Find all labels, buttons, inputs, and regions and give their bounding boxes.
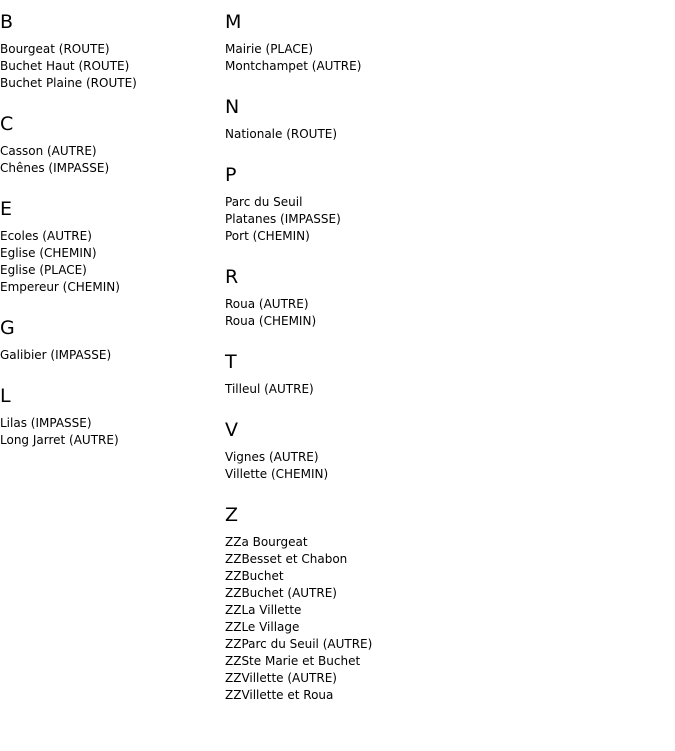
street-list	[0, 228, 225, 296]
letter-heading: P	[225, 164, 237, 186]
street-item: Eglise (CHEMIN)	[0, 246, 97, 260]
street-item: Roua (AUTRE)	[225, 297, 309, 311]
letter-group-n	[225, 96, 665, 143]
letter-group-m	[225, 11, 665, 75]
letter-group-c	[0, 113, 225, 177]
street-item: ZZVillette (AUTRE)	[225, 671, 337, 685]
letter-heading: V	[225, 419, 238, 441]
street-item: Nationale (ROUTE)	[225, 127, 338, 141]
street-item: Tilleul (AUTRE)	[225, 382, 314, 396]
street-index-column-left	[0, 0, 225, 449]
letter-group-z	[225, 504, 665, 704]
street-item: Buchet Haut (ROUTE)	[0, 59, 130, 73]
street-item: Ecoles (AUTRE)	[0, 229, 92, 243]
letter-group-b	[0, 11, 225, 92]
street-item: Vignes (AUTRE)	[225, 450, 319, 464]
street-item: ZZSte Marie et Buchet	[225, 654, 361, 668]
letter-heading: T	[225, 351, 237, 373]
letter-group-l	[0, 385, 225, 449]
street-item: Buchet Plaine (ROUTE)	[0, 76, 137, 90]
street-item: ZZBuchet	[225, 569, 284, 583]
street-item: Montchampet (AUTRE)	[225, 59, 362, 73]
letter-heading: R	[225, 266, 239, 288]
letter-group-p	[225, 164, 665, 245]
street-item: ZZParc du Seuil (AUTRE)	[225, 637, 373, 651]
street-list	[0, 347, 225, 364]
street-list	[225, 381, 665, 398]
street-list	[0, 41, 225, 92]
street-item: Long Jarret (AUTRE)	[0, 433, 119, 447]
street-item: Empereur (CHEMIN)	[0, 280, 120, 294]
street-item: Galibier (IMPASSE)	[0, 348, 112, 362]
street-item: Platanes (IMPASSE)	[225, 212, 341, 226]
letter-heading: B	[0, 11, 14, 33]
street-item: Lilas (IMPASSE)	[0, 416, 92, 430]
street-item: ZZLa Villette	[225, 603, 302, 617]
street-item: Parc du Seuil	[225, 195, 303, 209]
street-list	[225, 449, 665, 483]
letter-heading: M	[225, 11, 242, 33]
letter-group-g	[0, 317, 225, 364]
letter-group-e	[0, 198, 225, 296]
street-list	[225, 296, 665, 330]
street-item: Villette (CHEMIN)	[225, 467, 329, 481]
street-item: Casson (AUTRE)	[0, 144, 97, 158]
street-item: Eglise (PLACE)	[0, 263, 87, 277]
letter-heading: G	[0, 317, 15, 339]
letter-heading: N	[225, 96, 240, 118]
street-item: ZZVillette et Roua	[225, 688, 334, 702]
street-item: ZZLe Village	[225, 620, 300, 634]
letter-heading: L	[0, 385, 11, 407]
street-list	[0, 415, 225, 449]
letter-group-v	[225, 419, 665, 483]
letter-heading: C	[0, 113, 14, 135]
street-item: Mairie (PLACE)	[225, 42, 314, 56]
street-index-column-right	[225, 0, 665, 704]
street-item: Chênes (IMPASSE)	[0, 161, 110, 175]
street-item: Roua (CHEMIN)	[225, 314, 317, 328]
street-item: ZZa Bourgeat	[225, 535, 308, 549]
street-item: ZZBuchet (AUTRE)	[225, 586, 337, 600]
street-list	[0, 143, 225, 177]
street-list	[225, 126, 665, 143]
street-list	[225, 194, 665, 245]
letter-heading: E	[0, 198, 13, 220]
letter-heading: Z	[225, 504, 239, 526]
street-list	[225, 41, 665, 75]
street-item: Port (CHEMIN)	[225, 229, 310, 243]
letter-group-t	[225, 351, 665, 398]
street-item: ZZBesset et Chabon	[225, 552, 348, 566]
letter-group-r	[225, 266, 665, 330]
street-list	[225, 534, 665, 704]
street-item: Bourgeat (ROUTE)	[0, 42, 110, 56]
